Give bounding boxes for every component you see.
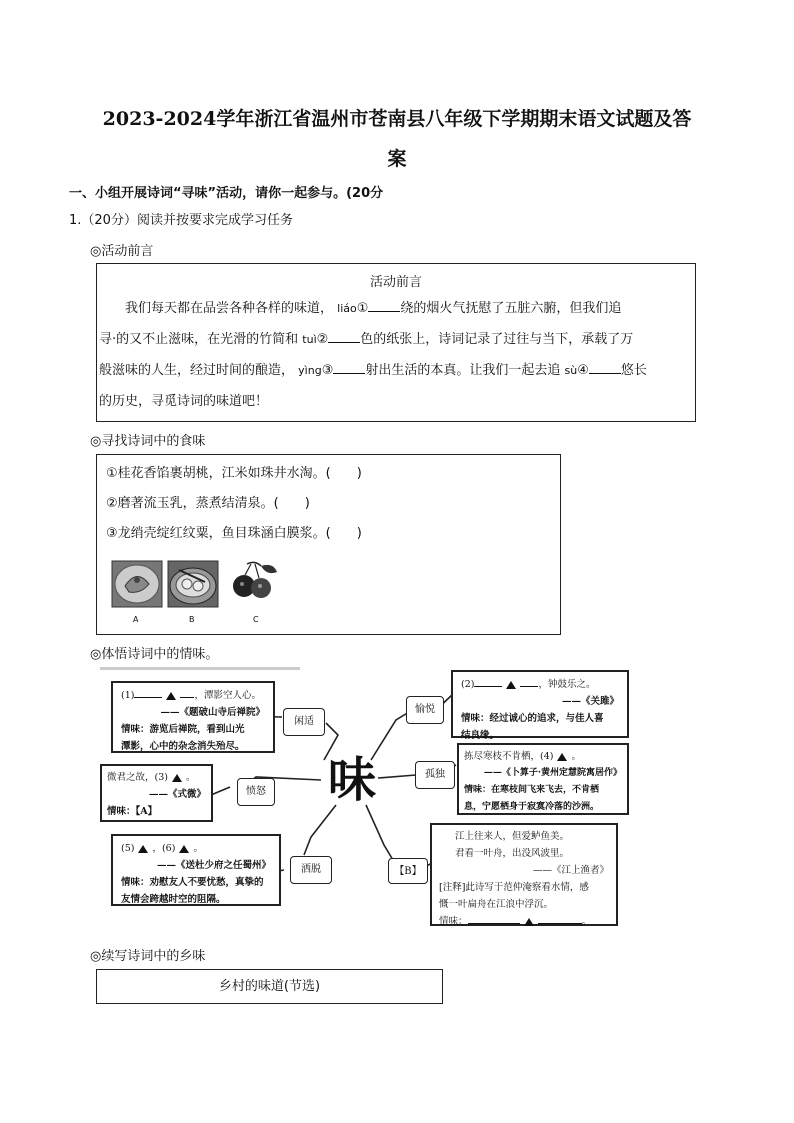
intro-text: 寻·的又不止滋味，在光滑的竹简和 — [99, 332, 299, 347]
mindmap-box-6 — [430, 823, 618, 926]
box3-source: ——《式微》 — [148, 789, 206, 800]
box2-num: (2) — [461, 679, 475, 690]
food-item-1: ①桂花香馅裹胡桃，江米如珠井水淘。( ) — [106, 466, 362, 481]
food-item-3: ③龙绡壳绽红纹粟，鱼目珠涵白膜浆。( ) — [106, 526, 362, 541]
box6-note-2: 慨一叶扁舟在江浪中浮沉。 — [439, 899, 554, 910]
center-character: 味 — [328, 752, 377, 808]
box3-verse — [107, 769, 206, 786]
triangle-icon — [179, 845, 189, 853]
hometown-box: 乡村的味道(节选) — [96, 969, 443, 1004]
node-satuo: 洒脱 — [290, 856, 332, 884]
box6-mood-label: 情味： — [439, 916, 468, 927]
doc-title-line1: 2023-2024学年浙江省温州市苍南县八年级下学期期末语文试题及答 — [102, 108, 692, 130]
box5-mood: 情味：劝慰友人不要忧愁，真挚的 — [121, 877, 264, 888]
box6-note: [注释]此诗写于范仲淹察看水情，感 — [439, 882, 589, 893]
box5-verse-end: 。 — [193, 843, 203, 854]
box4-mood-2: 息，宁愿栖身于寂寞冷落的沙洲。 — [464, 802, 600, 812]
doc-title-line2: 案 — [387, 148, 407, 170]
box5-mood-2: 友情会跨越时空的阻隔。 — [121, 894, 226, 905]
pinyin-4: sù — [564, 364, 578, 377]
food-heading: ◎寻找诗词中的食味 — [90, 434, 206, 449]
box3-verse-end: 。 — [185, 772, 196, 783]
intro-text: 射出生活的本真。让我们一起去追 — [365, 363, 561, 378]
box4-verse — [464, 748, 622, 765]
food-image-b — [167, 560, 219, 608]
box4-verse-end: 。 — [571, 751, 581, 762]
intro-text: 绕的烟火气抚慰了五脏六腑，但我们追 — [400, 301, 622, 316]
box2-source: ——《关雎》 — [561, 696, 619, 707]
box1-verse-end: ，潭影空人心。 — [194, 690, 261, 701]
box5-num-b: ，(6) — [152, 843, 176, 854]
scan-artifact — [100, 667, 300, 670]
pinyin-2: tuì — [302, 333, 317, 346]
food-label-b: B — [189, 615, 195, 624]
box2-mood: 情味：经过诚心的追求，与佳人喜 — [461, 713, 604, 724]
node-gudu: 孤独 — [415, 761, 455, 789]
box6-mood-end: 。 — [581, 916, 592, 927]
triangle-icon — [138, 845, 148, 853]
intro-heading: ◎活动前言 — [90, 244, 154, 259]
intro-text: 我们每天都在品尝各种各样的味道， — [125, 301, 334, 316]
box2-blank-end — [520, 676, 538, 687]
intro-box-title: 活动前言 — [369, 275, 422, 290]
triangle-icon — [524, 918, 534, 926]
blank-3[interactable] — [333, 361, 365, 374]
emotion-heading: ◎体悟诗词中的情味。 — [90, 647, 219, 662]
box1-mood: 情味：游览后禅院，看到山光 — [121, 724, 245, 735]
blank-number-4: ④ — [577, 363, 589, 378]
intro-text: 悠长 — [620, 363, 647, 378]
box6-blank[interactable] — [468, 913, 520, 924]
food-label-c: C — [253, 615, 259, 624]
box4-source: ——《卜算子·黄州定慧院寓居作》 — [483, 768, 622, 778]
node-fennu: 愤怒 — [237, 778, 275, 806]
triangle-icon — [166, 692, 176, 700]
box3-num: 微君之故，(3) — [107, 772, 168, 783]
box1-mood-2: 潭影，心中的杂念消失殆尽。 — [121, 741, 245, 752]
intro-line-3 — [97, 355, 695, 386]
food-label-a: A — [133, 615, 139, 624]
blank-2[interactable] — [328, 330, 360, 343]
box5-num-a: (5) — [121, 843, 135, 854]
blank-4[interactable] — [589, 361, 621, 374]
food-item-2: ②磨著流玉乳，蒸煮结清泉。( ) — [106, 496, 310, 511]
node-xianshi: 闲适 — [283, 708, 325, 736]
hometown-heading: ◎续写诗词中的乡味 — [90, 949, 206, 964]
box2-blank[interactable] — [474, 676, 502, 687]
box6-source: ——《江上渔者》 — [532, 865, 609, 876]
mindmap-box-3 — [100, 764, 213, 822]
intro-text: 色的纸张上，诗词记录了过往与当下，承载了万 — [360, 332, 634, 347]
box1-source: ——《题破山寺后禅院》 — [160, 707, 265, 718]
box1-num: (1) — [121, 690, 135, 701]
blank-number-3: ③ — [321, 363, 334, 378]
box6-mood — [439, 913, 609, 930]
node-yuyue: 愉悦 — [406, 696, 444, 724]
food-box — [96, 454, 561, 635]
box5-verse — [121, 840, 271, 857]
box6-blank-end — [538, 913, 582, 924]
triangle-icon — [172, 774, 182, 782]
intro-text: 般滋味的人生，经过时间的酿造， — [99, 363, 295, 378]
intro-box — [96, 263, 696, 422]
box5-source: ——《送杜少府之任蜀州》 — [156, 860, 271, 871]
box6-verse-2: 君看一叶舟，出没风波里。 — [455, 848, 570, 859]
node-b: 【B】 — [388, 858, 428, 884]
box1-verse — [121, 687, 265, 704]
box2-verse — [461, 676, 619, 693]
question-1: 1.（20分）阅读并按要求完成学习任务 — [69, 213, 293, 228]
intro-line-2 — [97, 324, 695, 355]
mindmap-box-5 — [111, 834, 281, 906]
box1-blank-end — [180, 687, 194, 698]
mindmap-box-4 — [457, 743, 629, 815]
mindmap-box-1 — [111, 681, 275, 753]
box3-mood: 情味：【A】 — [107, 806, 158, 817]
box2-verse-end: ，钟鼓乐之。 — [538, 679, 596, 690]
triangle-icon — [557, 753, 567, 761]
blank-number-1: ① — [356, 301, 369, 316]
triangle-icon — [506, 681, 516, 689]
box6-verse-1: 江上往来人，但爱鲈鱼美。 — [455, 831, 570, 842]
section-heading: 一、小组开展诗词“寻味”活动，请你一起参与。(20分 — [69, 186, 384, 201]
mindmap-box-2 — [451, 670, 629, 741]
box1-blank[interactable] — [134, 687, 162, 698]
blank-number-2: ② — [316, 332, 329, 347]
food-image-a — [111, 560, 163, 608]
food-image-c — [227, 558, 279, 606]
box4-num: 拣尽寒枝不肯栖，(4) — [464, 751, 554, 762]
pinyin-1: liáo — [337, 302, 357, 315]
blank-1[interactable] — [368, 299, 400, 312]
box4-mood: 情味：在寒枝间飞来飞去，不肯栖 — [464, 785, 600, 795]
intro-line-1 — [97, 293, 695, 324]
pinyin-3: yìng — [298, 364, 322, 377]
box2-mood-2: 结良缘。 — [461, 730, 500, 741]
intro-line-4: 的历史，寻觅诗词的味道吧！ — [99, 394, 269, 409]
